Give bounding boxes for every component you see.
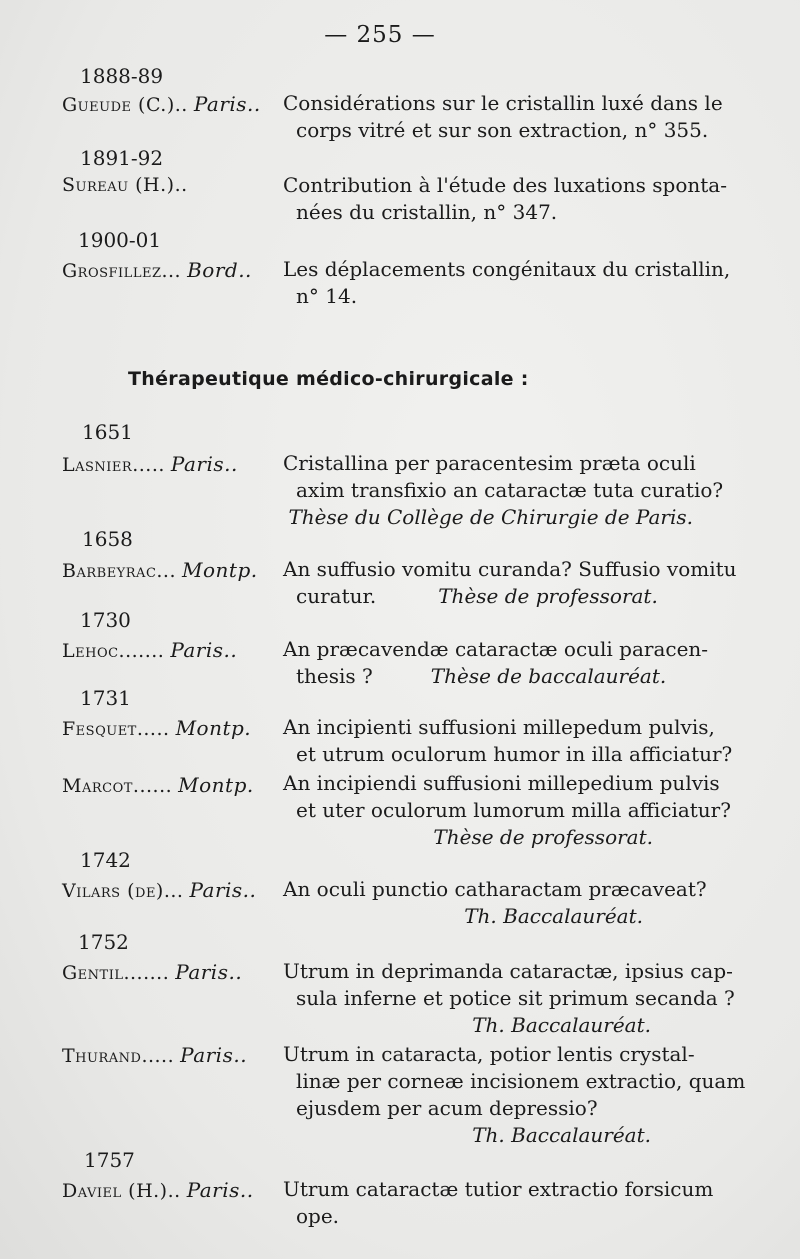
entry-title — [283, 556, 737, 610]
entry-title — [283, 90, 723, 144]
entry-author — [62, 638, 237, 662]
entry-year: 1651 — [82, 420, 133, 444]
author-name: Gentil....... — [62, 962, 170, 984]
thesis-note: Th. Baccalauréat. — [472, 1013, 651, 1037]
entry-author — [62, 878, 256, 902]
title-line: axim transfixio an cataractæ tuta curatio? — [296, 478, 724, 502]
thesis-note: Thèse de professorat. — [438, 584, 658, 608]
author-name: Grosfillez... — [62, 260, 182, 282]
title-line: Utrum in cataracta, potior lentis crystal- — [283, 1042, 695, 1066]
title-line: n° 14. — [296, 284, 358, 308]
thesis-note: Th. Baccalauréat. — [472, 1123, 651, 1147]
entry-title — [283, 1176, 714, 1230]
entry-title — [283, 876, 707, 930]
entry-title — [283, 770, 731, 851]
entry-author — [62, 960, 242, 984]
title-line: Utrum in deprimanda cataractæ, ipsius cap- — [283, 959, 733, 983]
author-name: Vilars (de)... — [62, 880, 184, 902]
entry-year: 1888-89 — [80, 64, 164, 88]
entry-author — [62, 558, 258, 582]
author-name: Gueude (C.).. — [62, 94, 188, 116]
title-line: nées du cristallin, n° 347. — [296, 200, 558, 224]
entry-year: 1891-92 — [80, 146, 164, 170]
entry-year: 1900-01 — [78, 228, 162, 252]
title-line: ope. — [296, 1204, 340, 1228]
author-city: Montp. — [182, 558, 258, 582]
entry-author — [62, 174, 188, 196]
entry-author — [62, 1178, 254, 1202]
section-heading: Thérapeutique médico-chirurgicale : — [128, 368, 529, 390]
entry-title — [283, 714, 733, 768]
author-name: Daviel (H.).. — [62, 1180, 181, 1202]
entry-title — [283, 256, 731, 310]
author-city: Paris.. — [170, 638, 238, 662]
author-name: Barbeyrac... — [62, 560, 177, 582]
entry-author — [62, 716, 251, 740]
author-city: Paris.. — [180, 1043, 248, 1067]
author-name: Fesquet..... — [62, 718, 170, 740]
author-city: Paris.. — [170, 452, 238, 476]
title-line: An suffusio vomitu curanda? Suffusio vomitu — [283, 557, 737, 581]
title-line — [283, 663, 693, 690]
title-line: An præcavendæ cataractæ oculi paracen- — [283, 637, 709, 661]
entry-title — [283, 450, 724, 531]
title-line: et uter oculorum lumorum milla afficiatur? — [296, 798, 731, 822]
title-line: corps vitré et sur son extraction, n° 355. — [296, 118, 709, 142]
author-name: Marcot...... — [62, 775, 173, 797]
entry-year: 1730 — [80, 608, 131, 632]
author-city: Bord.. — [187, 258, 252, 282]
entry-title — [283, 636, 709, 690]
author-city: Paris.. — [175, 960, 243, 984]
entry-author — [62, 258, 252, 282]
title-line — [283, 583, 693, 610]
title-line: ejusdem per acum depressio? — [296, 1096, 598, 1120]
author-city: Montp. — [175, 716, 252, 740]
author-city: Paris.. — [186, 1178, 254, 1202]
author-city: Paris.. — [189, 878, 257, 902]
entry-author — [62, 773, 254, 797]
page-number: — 255 — — [324, 22, 436, 48]
thesis-note: Thèse de baccalauréat. — [430, 664, 667, 688]
entry-year: 1752 — [78, 930, 129, 954]
title-line: Cristallina per paracentesim præta oculi — [283, 451, 696, 475]
title-line: et utrum oculorum humor in illa afficiatur? — [296, 742, 733, 766]
author-city: Montp. — [178, 773, 254, 797]
title-line: An incipienti suffusioni millepedum pulvis, — [283, 715, 715, 739]
title-line: An oculi punctio catharactam præcaveat? — [283, 877, 707, 901]
author-name: Lasnier..... — [62, 454, 165, 476]
entry-author — [62, 1043, 247, 1067]
title-line: Contribution à l'étude des luxations sponta- — [283, 173, 727, 197]
entry-year: 1757 — [84, 1148, 135, 1172]
entry-year: 1731 — [80, 686, 131, 710]
title-line: Considérations sur le cristallin luxé dans le — [283, 91, 723, 115]
thesis-note: Thèse du Collège de Chirurgie de Paris. — [288, 505, 693, 529]
title-line-text: thesis ? — [296, 664, 373, 688]
title-line: Utrum cataractæ tutior extractio forsicum — [283, 1177, 714, 1201]
thesis-note: Th. Baccalauréat. — [464, 904, 643, 928]
thesis-note: Thèse de professorat. — [433, 825, 653, 849]
title-line: sula inferne et potice sit primum secanda ? — [296, 986, 735, 1010]
entry-author — [62, 452, 238, 476]
entry-title — [283, 172, 727, 226]
title-line-text: curatur. — [296, 584, 377, 608]
entry-year: 1658 — [82, 527, 133, 551]
title-line: Les déplacements congénitaux du cristallin, — [283, 257, 731, 281]
title-line: An incipiendi suffusioni millepedium pulvis — [283, 771, 720, 795]
entry-title — [283, 1041, 746, 1149]
title-line: linæ per corneæ incisionem extractio, quam — [296, 1069, 746, 1093]
entry-title — [283, 958, 735, 1039]
author-name: Thurand..... — [62, 1045, 175, 1067]
author-city: Paris.. — [193, 92, 261, 116]
entry-year: 1742 — [80, 848, 131, 872]
author-name: Lehoc....... — [62, 640, 165, 662]
author-name: Sureau (H.).. — [62, 174, 188, 196]
entry-author — [62, 92, 261, 116]
